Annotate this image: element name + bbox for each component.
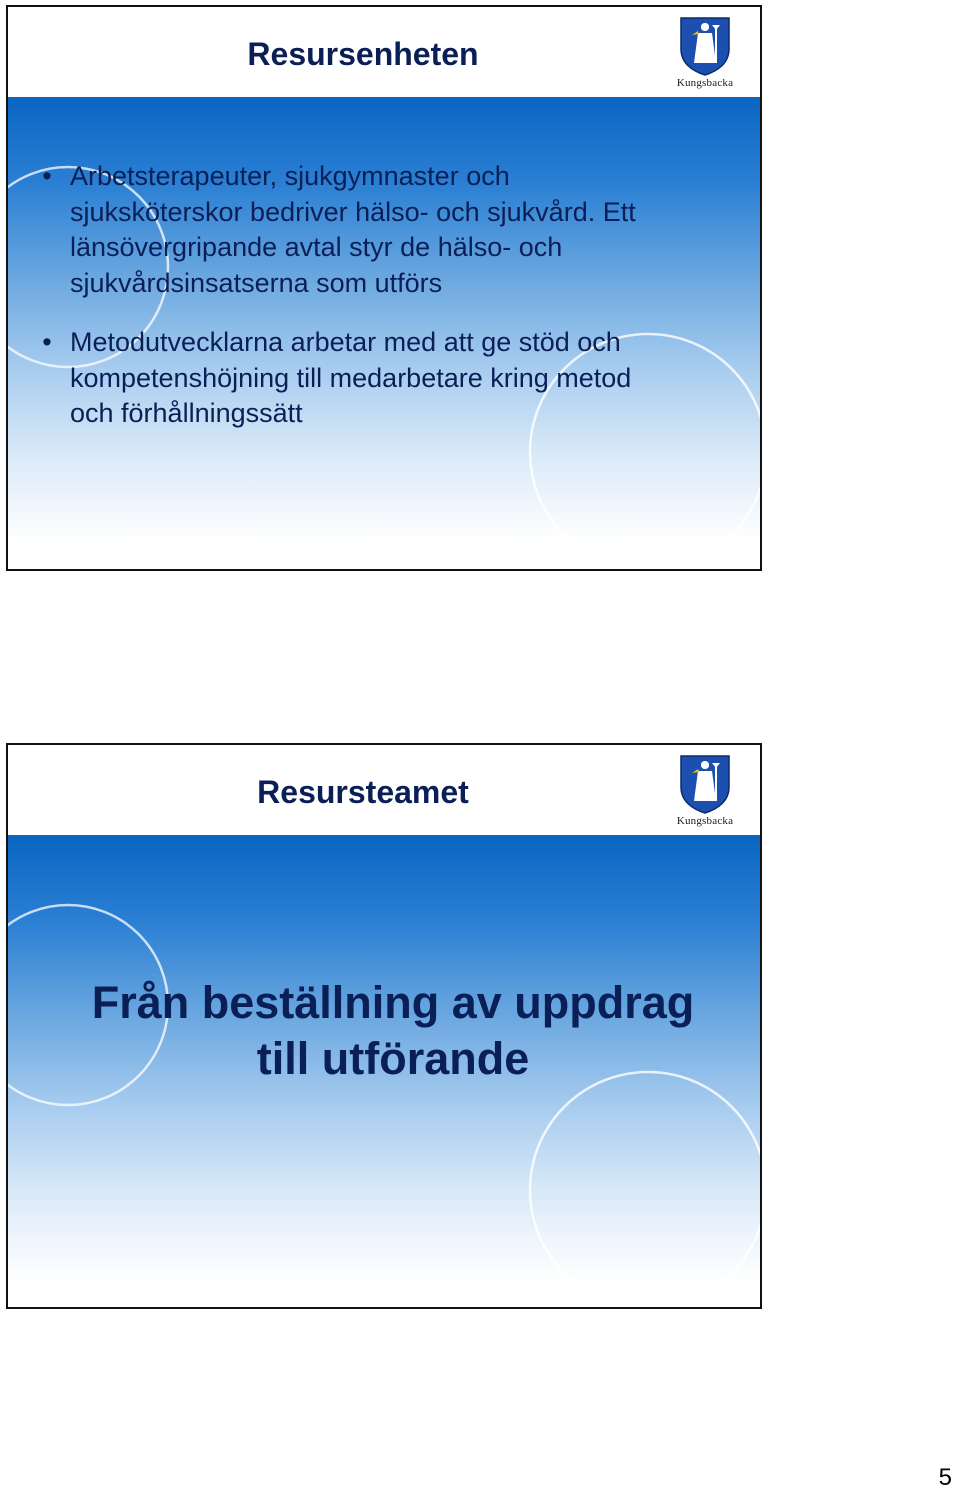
slide-title: Resursenheten [247,36,479,72]
slide-header [8,745,760,835]
bullet-dot-icon: • [42,327,52,357]
logo-text: Kungsbacka [676,815,734,827]
main-text-line-2: till utförande [256,1033,530,1084]
bullet-text: Metodutvecklarna arbetar med att ge stöd och kompetenshöjning till medarbetare kring metod och förhållningssätt [70,327,632,428]
logo-text: Kungsbacka [676,77,734,89]
bullet-dot-icon: • [42,161,52,191]
slide-resursenheten [6,5,762,571]
slide-main-text [8,975,760,1087]
bullet-list [42,159,682,456]
slide-body [8,835,760,1309]
kungsbacka-logo [670,753,740,833]
slide-header [8,7,760,97]
coat-of-arms-icon [678,753,732,815]
bullet-item [42,325,682,432]
kungsbacka-logo [670,15,740,95]
bullet-text: Arbetsterapeuter, sjukgymnaster och sjuksköterskor bedriver hälso- och sjukvård. Ett länsövergripande avtal styr de hälso- och sjukvårdsinsatserna som utförs [70,161,636,298]
slide-body [8,97,760,571]
coat-of-arms-icon [678,15,732,77]
main-text-line-1: Från beställning av uppdrag [91,977,695,1028]
page-number: 5 [938,1464,952,1491]
slide-title: Resursteamet [257,774,469,810]
bullet-item [42,159,682,301]
slide-resursteamet [6,743,762,1309]
